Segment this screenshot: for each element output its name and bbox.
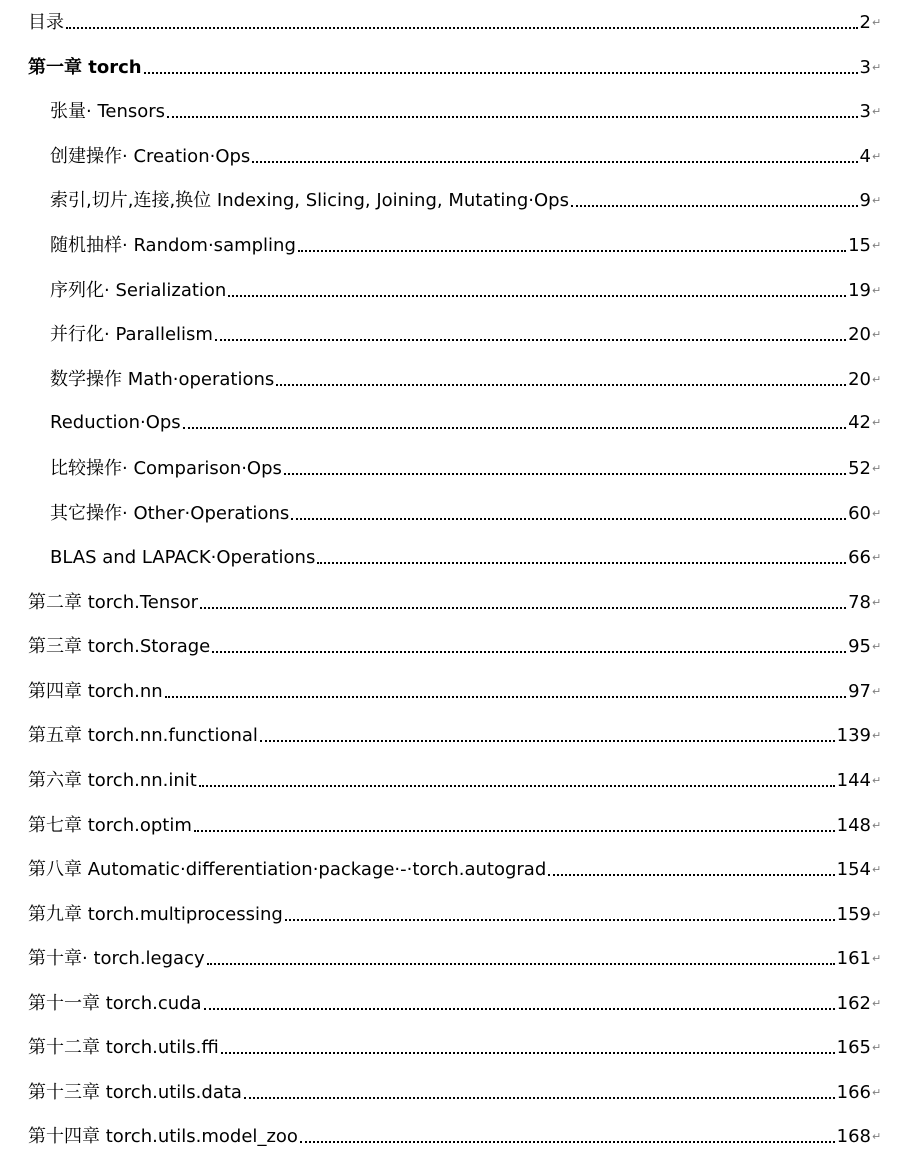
dot-leader xyxy=(221,1052,835,1054)
dot-leader xyxy=(291,518,846,520)
toc-entry-title: 索引,切片,连接,换位 Indexing, Slicing, Joining, Mutating·Ops xyxy=(50,190,569,211)
paragraph-mark-icon: ↵ xyxy=(872,596,882,609)
toc-entry[interactable] xyxy=(28,1031,882,1061)
toc-entry-page: 42 xyxy=(848,412,871,433)
toc-entry[interactable] xyxy=(50,406,882,436)
toc-entry[interactable] xyxy=(28,6,882,36)
dot-leader xyxy=(200,607,846,609)
paragraph-mark-icon: ↵ xyxy=(872,908,882,921)
toc-entry-page: 2 xyxy=(859,12,871,33)
toc-entry-page: 166 xyxy=(836,1082,871,1103)
dot-leader xyxy=(66,27,858,29)
toc-entry-title: 第三章 torch.Storage xyxy=(28,636,211,657)
toc-entry-page: 165 xyxy=(836,1037,871,1058)
dot-leader xyxy=(228,295,846,297)
dot-leader xyxy=(194,830,835,832)
dot-leader xyxy=(212,651,846,653)
toc-entry-title: 第十四章 torch.utils.model_zoo xyxy=(28,1126,298,1147)
paragraph-mark-icon: ↵ xyxy=(872,1086,882,1099)
toc-entry-title: 第十一章 torch.cuda xyxy=(28,993,202,1014)
toc-entry-page: 20 xyxy=(848,324,871,345)
paragraph-mark-icon: ↵ xyxy=(872,194,882,207)
dot-leader xyxy=(144,72,858,74)
toc-entry[interactable] xyxy=(28,898,882,928)
paragraph-mark-icon: ↵ xyxy=(872,239,882,252)
paragraph-mark-icon: ↵ xyxy=(872,507,882,520)
paragraph-mark-icon: ↵ xyxy=(872,774,882,787)
toc-entry-title: 第五章 torch.nn.functional xyxy=(28,725,258,746)
dot-leader xyxy=(165,696,846,698)
paragraph-mark-icon: ↵ xyxy=(872,328,882,341)
paragraph-mark-icon: ↵ xyxy=(872,640,882,653)
dot-leader xyxy=(260,740,835,742)
paragraph-mark-icon: ↵ xyxy=(872,105,882,118)
toc-entry-title: 第二章 torch.Tensor xyxy=(28,592,199,613)
toc-entry-page: 66 xyxy=(848,547,871,568)
toc-entry-title: 随机抽样· Random·sampling xyxy=(50,235,296,256)
toc-entry-title: 第六章 torch.nn.init xyxy=(28,770,197,791)
toc-entry[interactable] xyxy=(28,809,882,839)
paragraph-mark-icon: ↵ xyxy=(872,952,882,965)
toc-entry-page: 60 xyxy=(848,503,871,524)
toc-entry-page: 19 xyxy=(848,280,871,301)
toc-entry-title: 数学操作 Math·operations xyxy=(50,369,275,390)
toc-entry-title: 第十二章 torch.utils.ffi xyxy=(28,1037,219,1058)
paragraph-mark-icon: ↵ xyxy=(872,416,882,429)
toc-entry[interactable] xyxy=(50,229,882,259)
toc-entry[interactable] xyxy=(50,363,882,393)
paragraph-mark-icon: ↵ xyxy=(872,551,882,564)
toc-entry-title: 第十章· torch.legacy xyxy=(28,948,205,969)
toc-entry[interactable] xyxy=(50,497,882,527)
paragraph-mark-icon: ↵ xyxy=(872,16,882,29)
toc-entry-title: 第八章 Automatic·differentiation·package·-·torch.autograd xyxy=(28,859,547,880)
toc-entry-page: 168 xyxy=(836,1126,871,1147)
dot-leader xyxy=(252,161,857,163)
dot-leader xyxy=(204,1008,835,1010)
toc-entry-page: 95 xyxy=(848,636,871,657)
paragraph-mark-icon: ↵ xyxy=(872,1130,882,1143)
paragraph-mark-icon: ↵ xyxy=(872,997,882,1010)
dot-leader xyxy=(183,427,846,429)
toc-entry[interactable] xyxy=(28,630,882,660)
paragraph-mark-icon: ↵ xyxy=(872,373,882,386)
toc-entry-title: 第七章 torch.optim xyxy=(28,815,192,836)
toc-entry[interactable] xyxy=(50,274,882,304)
toc-entry[interactable] xyxy=(28,987,882,1017)
toc-entry-title: 并行化· Parallelism xyxy=(50,324,213,345)
toc-entry-page: 4 xyxy=(859,146,871,167)
toc-entry-page: 159 xyxy=(836,904,871,925)
toc-entry-page: 144 xyxy=(836,770,871,791)
dot-leader xyxy=(244,1097,835,1099)
dot-leader xyxy=(199,785,835,787)
toc-entry-page: 154 xyxy=(836,859,871,880)
toc-entry[interactable] xyxy=(28,764,882,794)
toc-entry[interactable] xyxy=(28,719,882,749)
toc-entry-page: 15 xyxy=(848,235,871,256)
dot-leader xyxy=(548,874,834,876)
toc-entry[interactable] xyxy=(28,51,882,81)
toc-entry[interactable] xyxy=(28,1076,882,1106)
paragraph-mark-icon: ↵ xyxy=(872,863,882,876)
toc-entry-page: 3 xyxy=(859,101,871,122)
toc-entry-title: BLAS and LAPACK·Operations xyxy=(50,547,316,568)
paragraph-mark-icon: ↵ xyxy=(872,284,882,297)
toc-entry[interactable] xyxy=(28,853,882,883)
paragraph-mark-icon: ↵ xyxy=(872,61,882,74)
toc-entry[interactable] xyxy=(28,675,882,705)
toc-entry[interactable] xyxy=(50,140,882,170)
toc-entry-title: 张量· Tensors xyxy=(50,101,166,122)
toc-entry-title: 序列化· Serialization xyxy=(50,280,227,301)
paragraph-mark-icon: ↵ xyxy=(872,1041,882,1054)
toc-entry-title: 第九章 torch.multiprocessing xyxy=(28,904,283,925)
toc-entry-page: 78 xyxy=(848,592,871,613)
toc-entry-page: 148 xyxy=(836,815,871,836)
toc-entry-page: 161 xyxy=(836,948,871,969)
dot-leader xyxy=(300,1141,835,1143)
dot-leader xyxy=(284,473,846,475)
toc-entry-title: 其它操作· Other·Operations xyxy=(50,503,290,524)
toc-entry[interactable] xyxy=(50,184,882,214)
toc-entry-title: 创建操作· Creation·Ops xyxy=(50,146,251,167)
toc-entry[interactable] xyxy=(50,452,882,482)
toc-entry-title: 第四章 torch.nn xyxy=(28,681,163,702)
toc-entry-title: 第一章 torch xyxy=(28,57,142,78)
toc-entry[interactable] xyxy=(50,318,882,348)
paragraph-mark-icon: ↵ xyxy=(872,729,882,742)
dot-leader xyxy=(317,562,846,564)
toc-entry-page: 20 xyxy=(848,369,871,390)
toc-entry-title: 比较操作· Comparison·Ops xyxy=(50,458,282,479)
paragraph-mark-icon: ↵ xyxy=(872,685,882,698)
toc-entry[interactable] xyxy=(50,541,882,571)
dot-leader xyxy=(276,384,846,386)
dot-leader xyxy=(571,205,858,207)
toc-entry-title: 目录 xyxy=(28,12,64,33)
toc-entry-title: 第十三章 torch.utils.data xyxy=(28,1082,242,1103)
paragraph-mark-icon: ↵ xyxy=(872,819,882,832)
toc-entry[interactable] xyxy=(28,586,882,616)
toc-entry-page: 52 xyxy=(848,458,871,479)
toc-entry-title: Reduction·Ops xyxy=(50,412,181,433)
dot-leader xyxy=(298,250,846,252)
paragraph-mark-icon: ↵ xyxy=(872,150,882,163)
toc-entry[interactable] xyxy=(50,95,882,125)
toc-entry[interactable] xyxy=(28,942,882,972)
toc-entry-page: 162 xyxy=(836,993,871,1014)
toc-entry-page: 139 xyxy=(836,725,871,746)
dot-leader xyxy=(207,963,835,965)
dot-leader xyxy=(215,339,846,341)
dot-leader xyxy=(167,116,858,118)
toc-entry-page: 3 xyxy=(859,57,871,78)
dot-leader xyxy=(285,919,835,921)
toc-entry-page: 9 xyxy=(859,190,871,211)
paragraph-mark-icon: ↵ xyxy=(872,462,882,475)
toc-entry[interactable] xyxy=(28,1120,882,1150)
toc-entry-page: 97 xyxy=(848,681,871,702)
